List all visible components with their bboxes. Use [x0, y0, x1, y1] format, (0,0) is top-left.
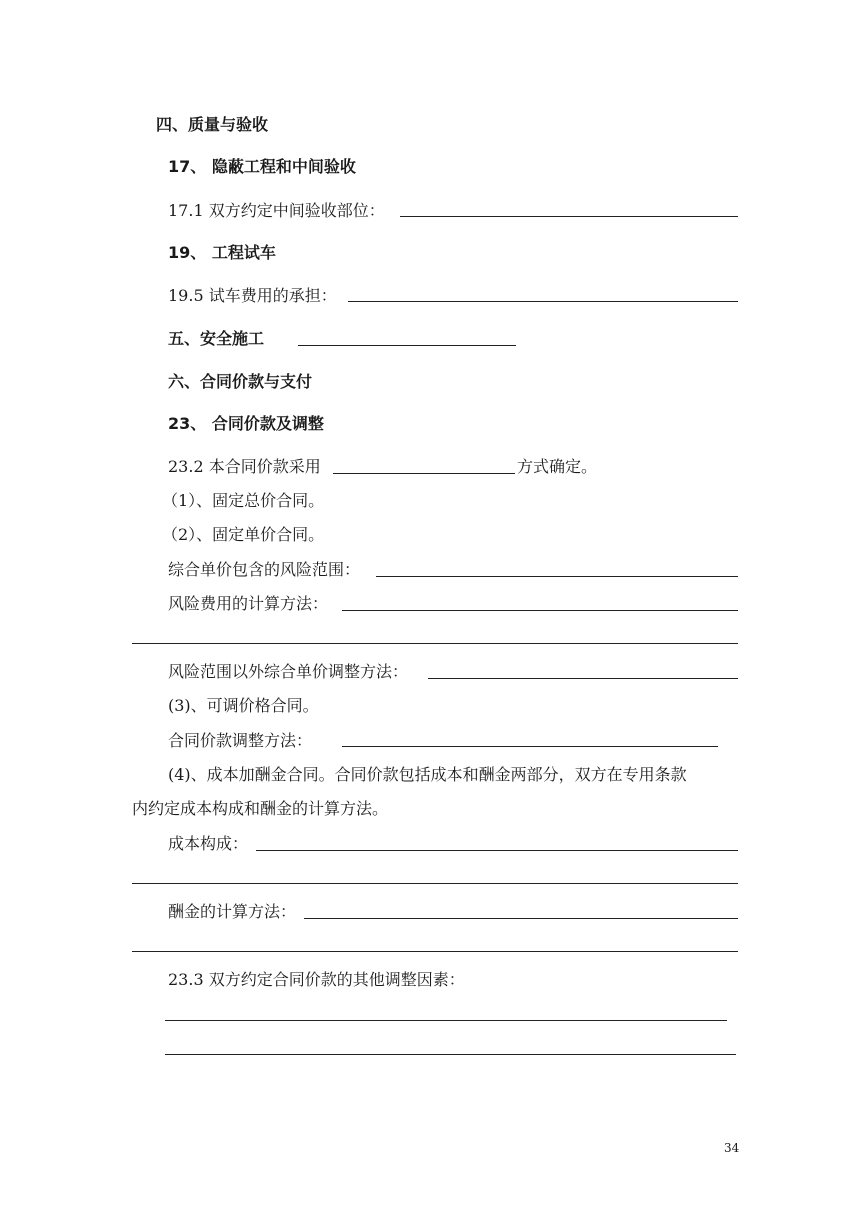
page-number: 34 [724, 1141, 740, 1155]
clause-23-3-label: 23.3 双方约定合同价款的其他调整因素： [168, 970, 465, 989]
blank-line-risk-cost-continued [132, 643, 738, 644]
blank-line-19-5 [348, 301, 738, 302]
section-heading-safety: 五、安全施工 [168, 329, 265, 348]
blank-line-fee-calc [304, 918, 738, 919]
blank-line-risk-cost [342, 610, 738, 611]
option-cost-plus-line2: 内约定成本构成和酬金的计算方法。 [132, 799, 389, 818]
option-fixed-unit-price: （2）、固定单价合同。 [162, 525, 325, 544]
blank-line-23-3-b [165, 1054, 736, 1055]
clause-19-5-label: 19.5 试车费用的承担： [168, 286, 337, 305]
blank-line-23-3-a [165, 1020, 727, 1021]
fee-calc-label: 酬金的计算方法： [168, 902, 297, 921]
blank-line-cost-composition-continued [132, 883, 738, 884]
clause-heading-17: 17、 隐蔽工程和中间验收 [168, 157, 356, 176]
blank-line-fee-calc-continued [132, 951, 738, 952]
risk-scope-label: 综合单价包含的风险范围： [168, 560, 361, 579]
clause-heading-23: 23、 合同价款及调整 [168, 414, 324, 433]
option-cost-plus-line1: (4)、成本加酬金合同。合同价款包括成本和酬金两部分，双方在专用条款 [168, 765, 687, 784]
blank-line-23-2 [333, 473, 515, 474]
section-heading-quality-acceptance: 四、质量与验收 [156, 115, 269, 134]
clause-heading-19: 19、 工程试车 [168, 243, 276, 262]
outside-risk-label: 风险范围以外综合单价调整方法： [168, 662, 409, 681]
blank-line-cost-composition [256, 850, 738, 851]
clause-17-1-label: 17.1 双方约定中间验收部位： [168, 201, 385, 220]
risk-cost-label: 风险费用的计算方法： [168, 594, 329, 613]
clause-23-2-suffix: 方式确定。 [517, 457, 598, 476]
option-fixed-total-price: （1）、固定总价合同。 [162, 491, 325, 510]
blank-line-safety [298, 345, 516, 346]
blank-line-17-1 [400, 216, 738, 217]
option-adjustable-price: (3)、可调价格合同。 [168, 696, 319, 715]
adjust-method-label: 合同价款调整方法： [168, 731, 313, 750]
section-heading-price-payment: 六、合同价款与支付 [168, 372, 313, 391]
blank-line-risk-scope [376, 576, 738, 577]
clause-23-2-prefix: 23.2 本合同价款采用 [168, 457, 321, 476]
blank-line-adjust-method [342, 746, 718, 747]
cost-composition-label: 成本构成： [168, 834, 249, 853]
blank-line-outside-risk [428, 678, 738, 679]
